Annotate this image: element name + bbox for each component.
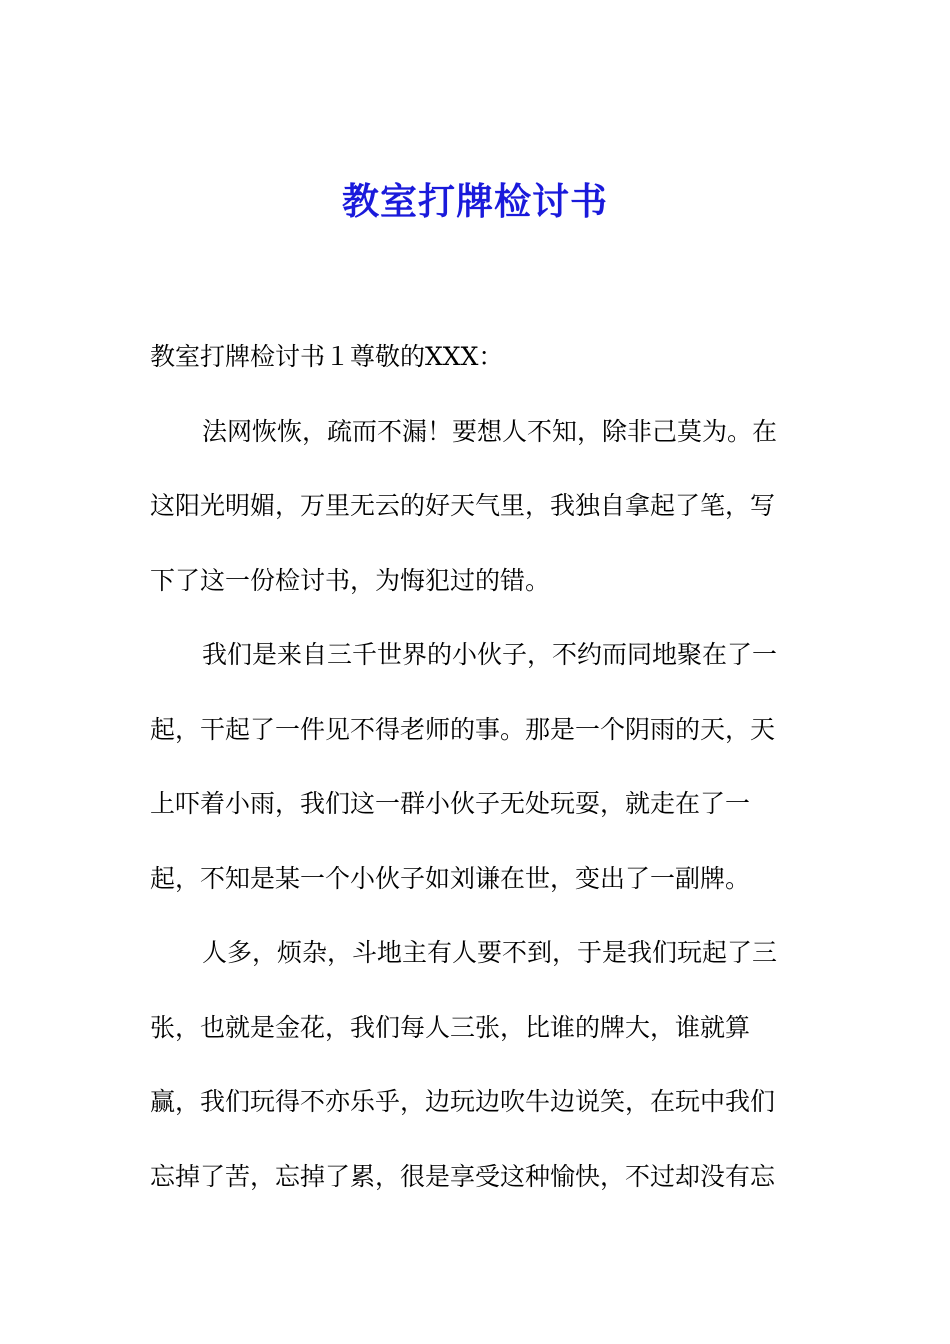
text-line: 人多，烦杂，斗地主有人要不到，于是我们玩起了三 — [202, 938, 778, 967]
text-line: 我们是来自三千世界的小伙子，不约而同地聚在了一 — [202, 640, 778, 669]
document-body — [150, 320, 792, 1214]
text-line: 下了这一份检讨书，为悔犯过的错。 — [150, 565, 551, 595]
text-line: 法网恢恢，疏而不漏！要想人不知，除非己莫为。在 — [202, 416, 778, 446]
text-line: 起，不知是某一个小伙子如刘谦在世，变出了一副牌。 — [150, 863, 751, 893]
document-title: 教室打牌检讨书 — [342, 180, 608, 223]
text-line: 上吓着小雨，我们这一群小伙子无处玩耍，就走在了一 — [150, 789, 751, 818]
paragraph-3 — [150, 916, 792, 1214]
text-line: 张，也就是金花，我们每人三张，比谁的牌大，谁就算 — [150, 1012, 751, 1042]
paragraph-2 — [150, 618, 792, 916]
text-line: 忘掉了苦，忘掉了累，很是享受这种愉快，不过却没有忘 — [150, 1161, 776, 1191]
salutation-paragraph — [150, 320, 792, 395]
text-line: 赢，我们玩得不亦乐乎，边玩边吹牛边说笑，在玩中我们 — [150, 1087, 776, 1116]
text-line: 这阳光明媚，万里无云的好天气里，我独自拿起了笔，写 — [150, 491, 776, 520]
text-line: 起，干起了一件见不得老师的事。那是一个阴雨的天，天 — [150, 714, 776, 744]
text-line: 教室打牌检讨书１尊敬的XXX： — [150, 342, 504, 371]
paragraph-1 — [150, 395, 792, 619]
